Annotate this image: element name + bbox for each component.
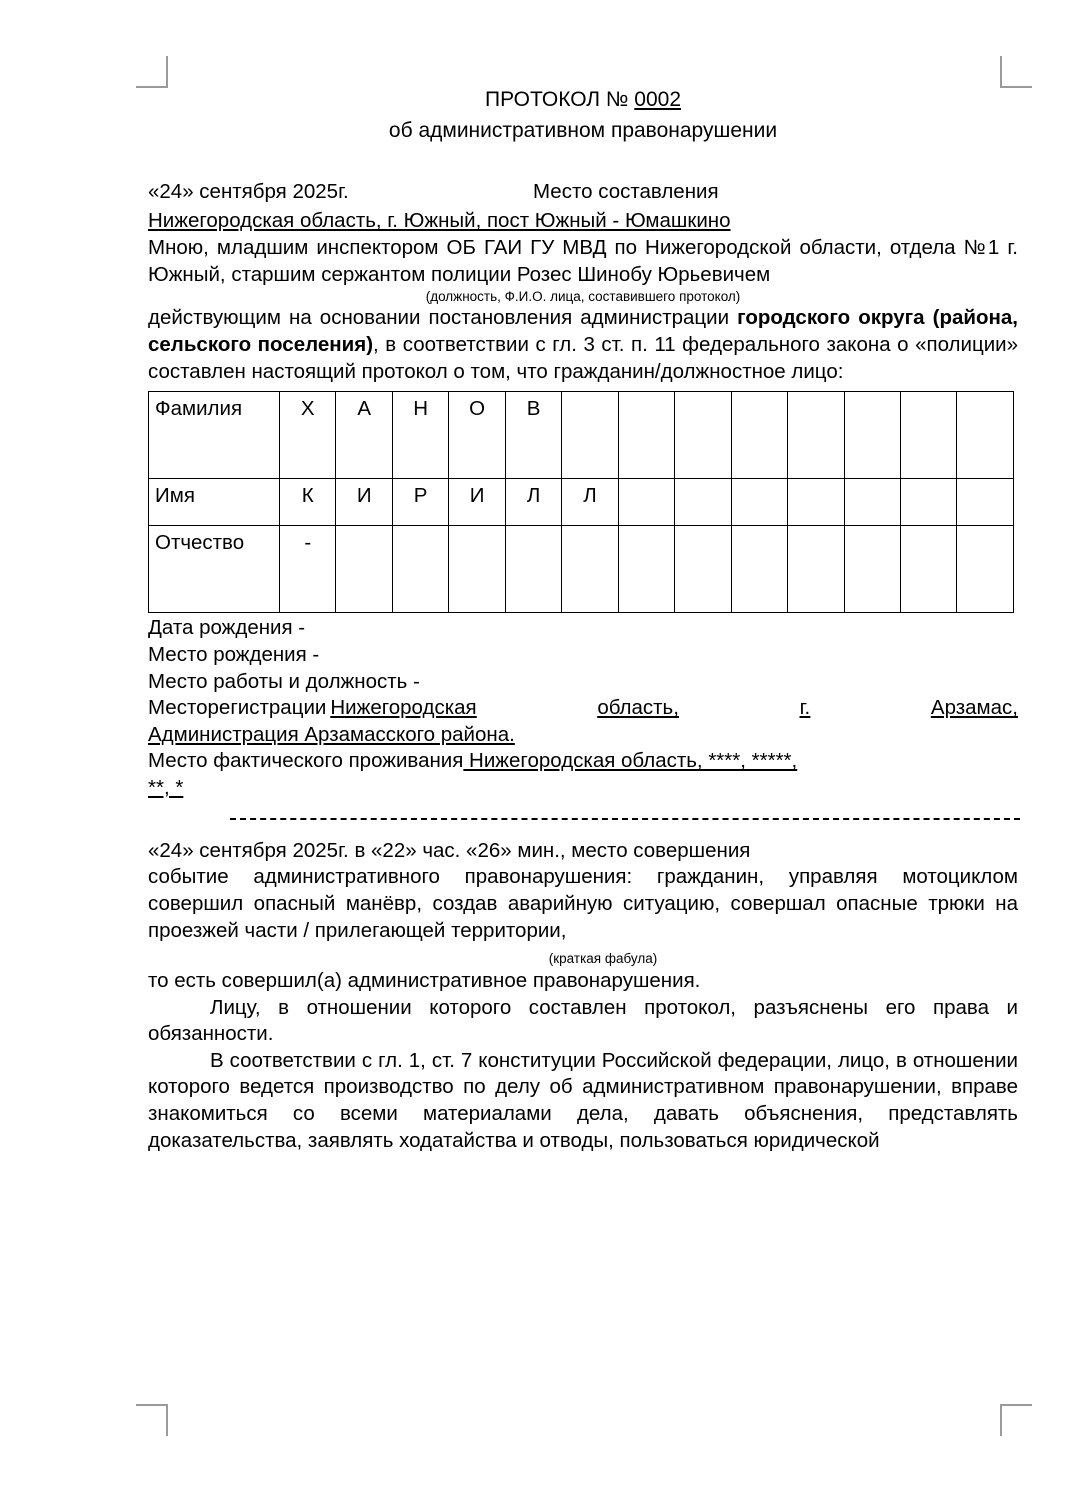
event-block	[148, 838, 1018, 945]
fio-table	[148, 391, 1014, 613]
fio-row-label: Фамилия	[149, 392, 280, 479]
fio-cell[interactable]	[562, 526, 618, 613]
fio-cell[interactable]: К	[280, 479, 336, 526]
event-description: событие административного правонарушения: гражданин, управляя мотоциклом совершил опасный манёвр, создав аварийную ситуацию, совершал опасные трюки на проезжей части / прилегающей территории,	[148, 865, 1018, 942]
registration-value-line2: Администрация Арзамасского района.	[148, 722, 515, 746]
page-subtitle: об административном правонарушении	[388, 119, 778, 143]
authority-bold: городского округа (района, сельского поселения)	[148, 306, 1018, 356]
fio-cell[interactable]	[392, 526, 448, 613]
actual-residence-line2-wrap	[148, 775, 1018, 802]
registration-value-part: Арзамас,	[930, 696, 1018, 720]
birth-place-field[interactable]: Место рождения -	[148, 642, 320, 666]
fio-cell[interactable]	[844, 392, 900, 479]
fio-cell[interactable]	[449, 526, 505, 613]
fio-cell[interactable]	[788, 479, 844, 526]
actual-residence-label: Место фактического проживания	[148, 749, 464, 773]
table-row	[149, 392, 1014, 479]
place-label: Место составления	[533, 179, 719, 203]
fio-cell[interactable]	[675, 526, 731, 613]
authority-part2: , в соответствии с гл. 3 ст. п. 11 федерального закона о «полиции» составлен настоящий протокол о том, что гражданин/должностное лицо:	[148, 332, 1018, 383]
officer-paragraph: Мною, младшим инспектором ОБ ГАИ ГУ МВД по Нижегородской области, отдела №1 г. Южный, старшим сержантом полиции Розес Шинобу Юрьевичем	[148, 235, 1018, 286]
fio-cell[interactable]: -	[280, 526, 336, 613]
conclusion-paragraph: то есть совершил(а) административное правонарушения.	[148, 968, 701, 992]
fio-cell[interactable]: И	[336, 479, 392, 526]
registration-label-2: регистрации	[207, 696, 327, 720]
fio-cell[interactable]	[731, 526, 787, 613]
registration-value	[330, 695, 1018, 722]
document-page	[148, 0, 1018, 1154]
officer-caption: (должность, Ф.И.О. лица, составившего протокол)	[425, 289, 741, 305]
fio-cell[interactable]	[900, 392, 956, 479]
fio-cell[interactable]	[336, 526, 392, 613]
fio-cell[interactable]	[618, 479, 674, 526]
birth-date-field[interactable]: Дата рождения -	[148, 616, 306, 640]
fio-cell[interactable]	[957, 392, 1014, 479]
protocol-number: 0002	[634, 88, 681, 111]
fio-cell[interactable]: О	[449, 392, 505, 479]
fio-row-label: Имя	[149, 479, 280, 526]
crop-mark-bottom-right	[1000, 1404, 1032, 1436]
title-prefix: ПРОТОКОЛ №	[485, 88, 635, 111]
document-date: «24» сентября 2025г.	[148, 179, 349, 203]
authority-paragraph	[148, 305, 1018, 385]
place-value: Нижегородская область, г. Южный, пост Южный - Юмашкино	[148, 209, 731, 233]
fio-cell[interactable]	[788, 526, 844, 613]
date-place-block	[148, 179, 1018, 235]
fio-cell[interactable]	[900, 526, 956, 613]
registration-value-part: г.	[799, 696, 811, 720]
actual-residence-value-line2: **, *	[148, 776, 184, 800]
table-row	[149, 526, 1014, 613]
fio-cell[interactable]: Р	[392, 479, 448, 526]
fio-cell[interactable]	[957, 479, 1014, 526]
registration-value-part: Нижегородская	[330, 696, 477, 720]
actual-residence-value: Нижегородская область, ****, *****,	[463, 749, 798, 773]
fio-cell[interactable]: Л	[505, 479, 561, 526]
rights-paragraph-1: Лицу, в отношении которого составлен протокол, разъяснены его права и обязанности.	[148, 995, 1018, 1046]
fio-cell[interactable]	[675, 392, 731, 479]
crop-mark-bottom-left	[136, 1404, 168, 1436]
fio-cell[interactable]: А	[336, 392, 392, 479]
fio-cell[interactable]	[957, 526, 1014, 613]
registration-field[interactable]	[148, 695, 1018, 722]
person-fields	[148, 615, 1018, 801]
fio-cell[interactable]	[731, 479, 787, 526]
fio-cell[interactable]	[731, 392, 787, 479]
fio-cell[interactable]	[900, 479, 956, 526]
fio-cell[interactable]: Н	[392, 392, 448, 479]
fio-cell[interactable]	[562, 392, 618, 479]
fio-cell[interactable]	[618, 392, 674, 479]
fio-cell[interactable]	[844, 479, 900, 526]
title-block	[148, 86, 1018, 145]
fio-cell[interactable]	[618, 526, 674, 613]
fio-cell[interactable]	[844, 526, 900, 613]
fio-table-body	[149, 392, 1014, 613]
registration-value-part: область,	[597, 696, 679, 720]
fio-cell[interactable]: И	[449, 479, 505, 526]
event-caption: (краткая фабула)	[548, 951, 658, 967]
fio-cell[interactable]: Х	[280, 392, 336, 479]
section-separator	[230, 818, 1020, 820]
authority-part1: действующим на основании постановления администрации	[148, 306, 738, 330]
registration-label: Место	[148, 696, 208, 720]
fio-cell[interactable]	[675, 479, 731, 526]
event-datetime-line: «24» сентября 2025г. в «22» час. «26» мин., место совершения	[148, 838, 751, 862]
fio-cell[interactable]: Л	[562, 479, 618, 526]
page-title	[148, 86, 1018, 113]
rights-paragraph-2: В соответствии с гл. 1, ст. 7 конституции Российской федерации, лицо, в отношении которого ведется производство по делу об административном правонарушении, вправе знакомиться со всеми материалами дела, давать объяснения, представлять доказательства, заявлять ходатайства и отводы, пользоваться юридической	[148, 1048, 1018, 1152]
fio-cell[interactable]	[505, 526, 561, 613]
table-row	[149, 479, 1014, 526]
work-place-field[interactable]: Место работы и должность -	[148, 669, 420, 693]
fio-cell[interactable]: В	[505, 392, 561, 479]
fio-cell[interactable]	[788, 392, 844, 479]
date-place-row	[148, 179, 1018, 206]
actual-residence-field[interactable]	[148, 748, 1018, 775]
fio-row-label: Отчество	[149, 526, 280, 613]
